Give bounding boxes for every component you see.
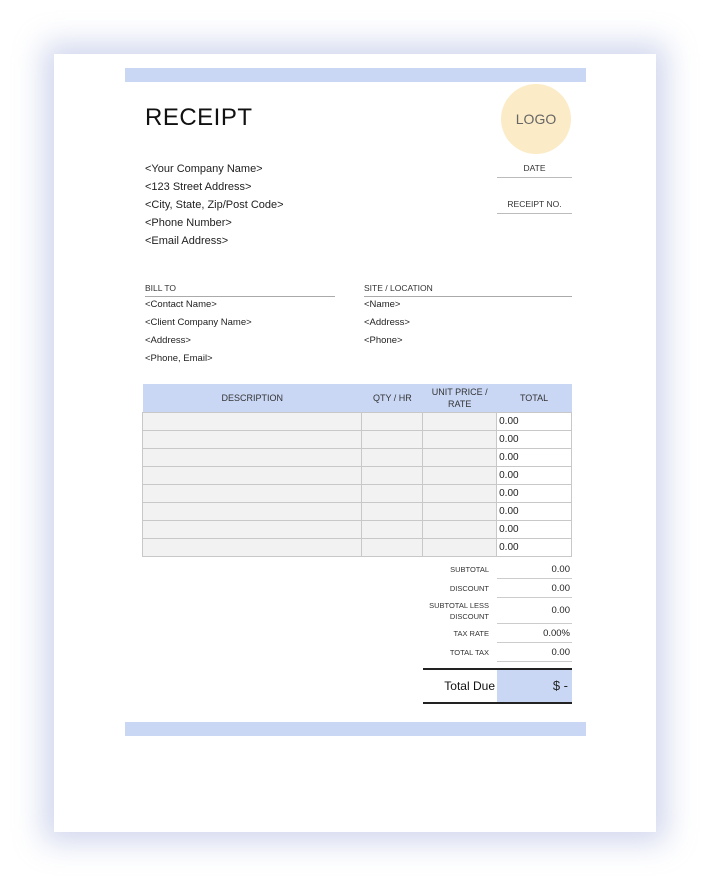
unit-price-cell[interactable] xyxy=(423,539,497,557)
site-details xyxy=(364,296,410,350)
bill-contact-name: <Contact Name> xyxy=(145,299,217,310)
description-cell[interactable] xyxy=(143,521,362,539)
line-items-table xyxy=(142,384,572,557)
subtotal-label: SUBTOTAL xyxy=(450,565,489,574)
unit-price-cell[interactable] xyxy=(423,467,497,485)
row-total-cell: 0.00 xyxy=(497,467,572,485)
qty-cell[interactable] xyxy=(362,449,423,467)
table-row xyxy=(143,449,572,467)
row-total-cell: 0.00 xyxy=(497,539,572,557)
total-header: TOTAL xyxy=(497,384,572,413)
table-row xyxy=(143,467,572,485)
row-total-cell: 0.00 xyxy=(497,521,572,539)
unit-price-cell[interactable] xyxy=(423,431,497,449)
row-total-cell: 0.00 xyxy=(497,503,572,521)
discount-value[interactable]: 0.00 xyxy=(497,580,572,598)
description-cell[interactable] xyxy=(143,431,362,449)
company-street: <123 Street Address> xyxy=(145,181,252,193)
row-total-cell: 0.00 xyxy=(497,485,572,503)
logo-placeholder: LOGO xyxy=(501,84,571,154)
site-address: <Address> xyxy=(364,317,410,328)
totals-summary xyxy=(423,560,572,704)
table-row xyxy=(143,539,572,557)
qty-cell[interactable] xyxy=(362,467,423,485)
site-phone: <Phone> xyxy=(364,335,403,346)
unit-price-cell[interactable] xyxy=(423,485,497,503)
footer-band xyxy=(125,722,586,736)
table-row xyxy=(143,521,572,539)
qty-cell[interactable] xyxy=(362,521,423,539)
row-total-cell: 0.00 xyxy=(497,413,572,431)
table-row xyxy=(143,485,572,503)
total-tax-row xyxy=(423,643,572,662)
total-tax-label: TOTAL TAX xyxy=(449,648,489,657)
receipt-title: RECEIPT xyxy=(145,104,253,131)
bill-phone-email: <Phone, Email> xyxy=(145,353,213,364)
site-location-heading: SITE / LOCATION xyxy=(364,283,572,297)
description-cell[interactable] xyxy=(143,467,362,485)
company-info xyxy=(145,160,284,250)
row-total-cell: 0.00 xyxy=(497,449,572,467)
discount-label: DISCOUNT xyxy=(449,584,489,593)
description-cell[interactable] xyxy=(143,503,362,521)
unit-price-cell[interactable] xyxy=(423,413,497,431)
total-due-row xyxy=(423,668,572,704)
total-tax-value: 0.00 xyxy=(497,644,572,662)
row-total-cell: 0.00 xyxy=(497,431,572,449)
company-phone: <Phone Number> xyxy=(145,217,232,229)
date-label: DATE xyxy=(497,163,572,178)
bill-client-company: <Client Company Name> xyxy=(145,317,252,328)
description-header: DESCRIPTION xyxy=(143,384,362,413)
bill-to-heading: BILL TO xyxy=(145,283,335,297)
total-due-value: $ - xyxy=(497,670,572,702)
qty-cell[interactable] xyxy=(362,431,423,449)
table-row xyxy=(143,503,572,521)
table-row xyxy=(143,413,572,431)
table-row xyxy=(143,431,572,449)
description-cell[interactable] xyxy=(143,413,362,431)
header-band xyxy=(125,68,586,82)
qty-cell[interactable] xyxy=(362,413,423,431)
bill-address: <Address> xyxy=(145,335,191,346)
subtotal-value: 0.00 xyxy=(497,561,572,579)
receipt-number-label: RECEIPT NO. xyxy=(497,199,572,214)
site-name: <Name> xyxy=(364,299,401,310)
description-cell[interactable] xyxy=(143,449,362,467)
qty-cell[interactable] xyxy=(362,539,423,557)
description-cell[interactable] xyxy=(143,485,362,503)
qty-header: QTY / HR xyxy=(362,384,423,413)
company-email: <Email Address> xyxy=(145,235,229,247)
tax-rate-value[interactable]: 0.00% xyxy=(497,625,572,643)
tax-rate-row xyxy=(423,624,572,643)
tax-rate-label: TAX RATE xyxy=(453,629,489,638)
company-name: <Your Company Name> xyxy=(145,163,263,175)
unit-price-cell[interactable] xyxy=(423,449,497,467)
qty-cell[interactable] xyxy=(362,503,423,521)
unit-price-header: UNIT PRICE / RATE xyxy=(423,384,497,413)
unit-price-cell[interactable] xyxy=(423,503,497,521)
table-header-row xyxy=(143,384,572,413)
qty-cell[interactable] xyxy=(362,485,423,503)
bill-to-details xyxy=(145,296,252,368)
subtotal-row xyxy=(423,560,572,579)
description-cell[interactable] xyxy=(143,539,362,557)
subtotal-less-discount-value: 0.00 xyxy=(497,598,572,624)
total-due-label: Total Due xyxy=(444,679,495,693)
subtotal-less-discount-row xyxy=(423,598,572,624)
discount-row xyxy=(423,579,572,598)
subtotal-less-discount-label: SUBTOTAL LESS DISCOUNT xyxy=(429,601,489,621)
unit-price-cell[interactable] xyxy=(423,521,497,539)
company-city: <City, State, Zip/Post Code> xyxy=(145,199,284,211)
